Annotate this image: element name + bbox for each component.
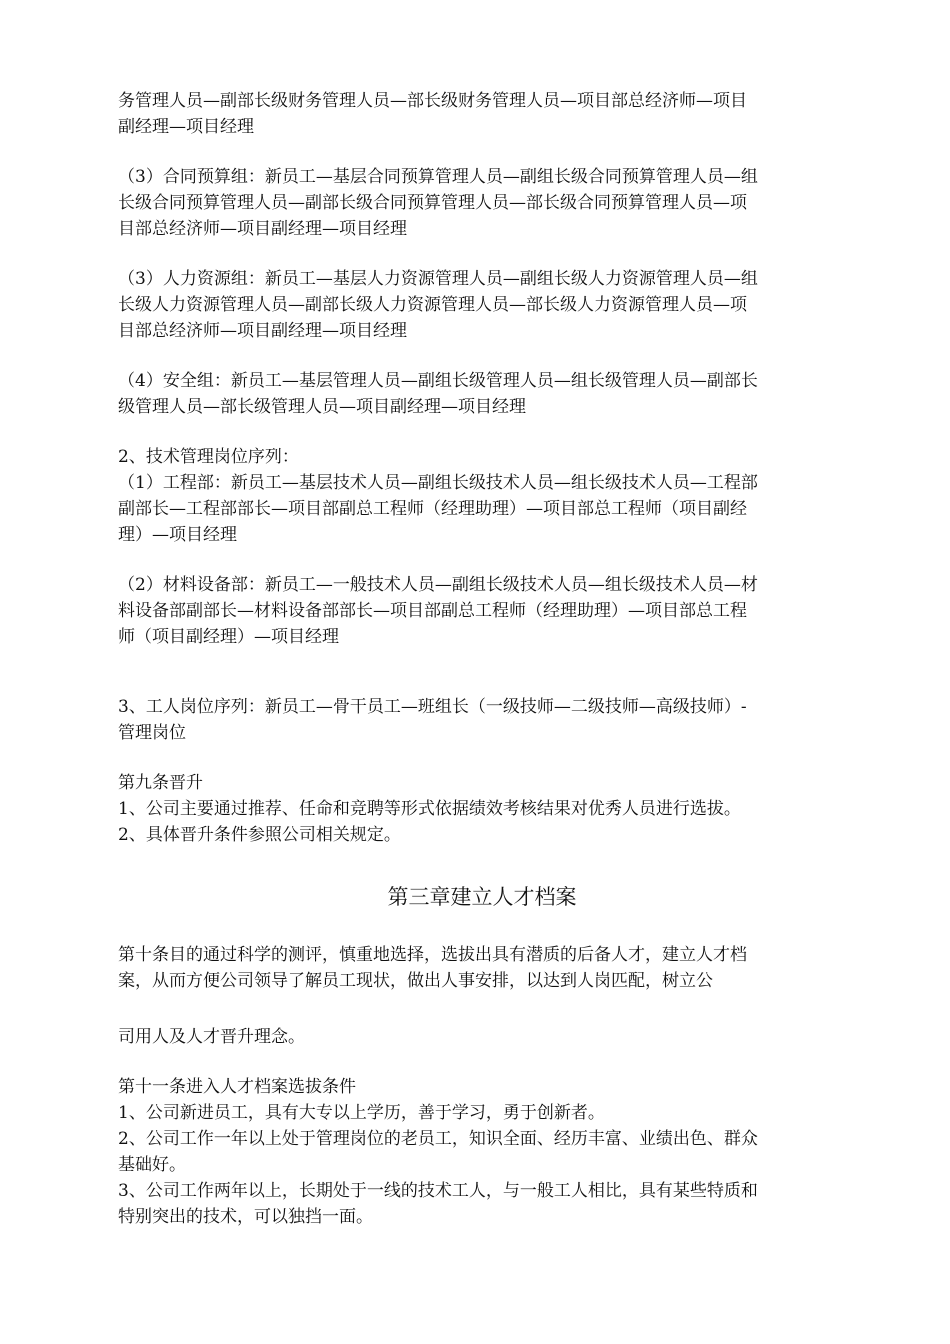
text-line: 2、公司工作一年以上处于管理岗位的老员工，知识全面、经历丰富、业绩出色、群众 (118, 1129, 758, 1149)
text-line: 务管理人员—副部长级财务管理人员—部长级财务管理人员—项目部总经济师—项目 (118, 91, 747, 111)
document-page (118, 88, 846, 1230)
paragraph-article-nine-promotion (118, 770, 846, 848)
text-line: 长级人力资源管理人员—副部长级人力资源管理人员—部长级人力资源管理人员—项 (118, 295, 747, 315)
paragraph-contract-budget-group (118, 164, 846, 242)
text-line: （1）工程部：新员工—基层技术人员—副组长级技术人员—组长级技术人员—工程部 (118, 473, 758, 493)
paragraph-technical-sequence (118, 444, 846, 548)
paragraph-worker-sequence (118, 694, 846, 746)
paragraph-article-ten-continued (118, 1024, 846, 1050)
text-line: 司用人及人才晋升理念。 (118, 1027, 305, 1047)
text-line: 目部总经济师—项目副经理—项目经理 (118, 321, 407, 341)
text-line: 第十条目的通过科学的测评，慎重地选择，选拔出具有潜质的后备人才，建立人才档 (118, 945, 747, 965)
text-line: 副部长—工程部部长—项目部副总工程师（经理助理）—项目部总工程师（项目副经 (118, 499, 747, 519)
text-line: 第十一条进入人才档案选拔条件 (118, 1077, 356, 1097)
paragraph-finance-sequence-end (118, 88, 846, 140)
text-line: 案，从而方便公司领导了解员工现状，做出人事安排，以达到人岗匹配，树立公 (118, 971, 713, 991)
text-line: 料设备部副部长—材料设备部部长—项目部副总工程师（经理助理）—项目部总工程 (118, 601, 747, 621)
text-line: 师（项目副经理）—项目经理 (118, 627, 339, 647)
text-line: 3、工人岗位序列：新员工—骨干员工—班组长（一级技师—二级技师—高级技师）- (118, 697, 747, 717)
text-line: 管理岗位 (118, 723, 186, 743)
text-line: （3）人力资源组：新员工—基层人力资源管理人员—副组长级人力资源管理人员—组 (118, 269, 758, 289)
text-line: 基础好。 (118, 1155, 186, 1175)
text-line: 3、公司工作两年以上，长期处于一线的技术工人，与一般工人相比，具有某些特质和 (118, 1181, 758, 1201)
paragraph-materials-equipment (118, 572, 846, 650)
text-line: 2、具体晋升条件参照公司相关规定。 (118, 825, 401, 845)
text-line: 副经理—项目经理 (118, 117, 254, 137)
text-line: 特别突出的技术，可以独挡一面。 (118, 1207, 373, 1227)
text-line: （2）材料设备部：新员工—一般技术人员—副组长级技术人员—组长级技术人员—材 (118, 575, 758, 595)
text-line: 第九条晋升 (118, 773, 203, 793)
text-line: 理）—项目经理 (118, 525, 237, 545)
paragraph-hr-group (118, 266, 846, 344)
paragraph-article-eleven-conditions (118, 1074, 846, 1230)
text-line: 目部总经济师—项目副经理—项目经理 (118, 219, 407, 239)
text-line: 1、公司主要通过推荐、任命和竞聘等形式依据绩效考核结果对优秀人员进行选拔。 (118, 799, 741, 819)
chapter-title: 第三章建立人才档案 (387, 885, 577, 909)
paragraph-safety-group (118, 368, 846, 420)
text-line: 级管理人员—部长级管理人员—项目副经理—项目经理 (118, 397, 526, 417)
text-line: 2、技术管理岗位序列： (118, 447, 299, 467)
text-line: 1、公司新进员工，具有大专以上学历，善于学习，勇于创新者。 (118, 1103, 605, 1123)
paragraph-article-ten-purpose (118, 942, 846, 994)
text-line: （4）安全组：新员工—基层管理人员—副组长级管理人员—组长级管理人员—副部长 (118, 371, 758, 391)
text-line: 长级合同预算管理人员—副部长级合同预算管理人员—部长级合同预算管理人员—项 (118, 193, 747, 213)
text-line: （3）合同预算组：新员工—基层合同预算管理人员—副组长级合同预算管理人员—组 (118, 167, 758, 187)
